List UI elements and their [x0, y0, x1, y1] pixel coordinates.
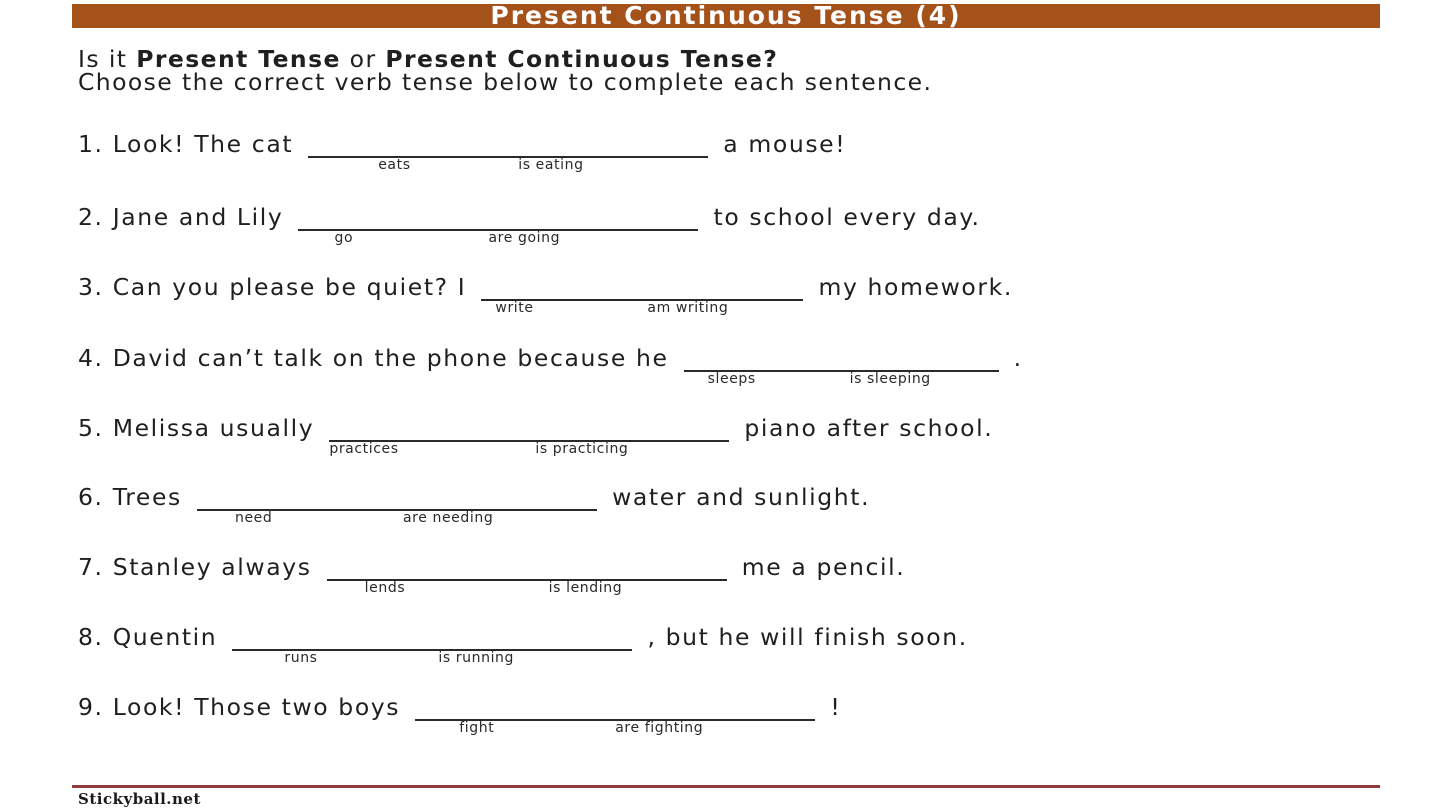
option-continuous[interactable]: am writing [647, 300, 729, 316]
instructions [78, 45, 1318, 96]
question-1 [78, 130, 847, 173]
option-continuous[interactable]: is running [438, 650, 515, 666]
instructions-tense-a: Present Tense [136, 45, 341, 73]
option-continuous[interactable]: are going [488, 230, 561, 246]
question-4 [78, 344, 1023, 387]
question-text-after: a mouse! [723, 130, 847, 158]
question-text-before: 9. Look! Those two boys [78, 693, 401, 721]
question-text-after: to school every day. [713, 203, 981, 231]
option-continuous[interactable]: are needing [402, 510, 494, 526]
option-simple[interactable]: fight [459, 720, 495, 736]
worksheet-title: Present Continuous Tense (4) [490, 1, 962, 30]
option-continuous[interactable]: is practicing [535, 441, 629, 457]
option-simple[interactable]: sleeps [707, 371, 756, 387]
question-5 [78, 414, 994, 457]
question-text-before: 4. David can’t talk on the phone because he [78, 344, 669, 372]
answer-blank[interactable] [232, 623, 632, 666]
option-simple[interactable]: runs [284, 650, 318, 666]
footer-divider [72, 785, 1380, 788]
option-simple[interactable]: write [495, 300, 534, 316]
question-text-after: me a pencil. [741, 553, 906, 581]
answer-blank[interactable] [197, 483, 597, 526]
answer-blank[interactable] [329, 414, 729, 457]
option-simple[interactable]: go [334, 230, 354, 246]
question-text-after: . [1013, 344, 1023, 372]
question-text-before: 3. Can you please be quiet? I [78, 273, 467, 301]
answer-blank[interactable] [327, 553, 727, 596]
question-9 [78, 693, 842, 736]
instructions-or: or [340, 45, 386, 73]
question-text-before: 7. Stanley always [78, 553, 312, 581]
instructions-line2: Choose the correct verb tense below to complete each sentence. [78, 68, 933, 96]
answer-blank[interactable] [298, 203, 698, 246]
option-simple[interactable]: practices [329, 441, 399, 457]
question-text-before: 8. Quentin [78, 623, 218, 651]
worksheet-title-bar [72, 1, 1380, 30]
question-text-after: water and sunlight. [612, 483, 871, 511]
question-text-before: 6. Trees [78, 483, 182, 511]
question-2 [78, 203, 981, 246]
question-8 [78, 623, 968, 666]
answer-blank[interactable] [481, 273, 803, 316]
question-text-after: my homework. [818, 273, 1013, 301]
question-text-before: 1. Look! The cat [78, 130, 294, 158]
answer-blank[interactable] [308, 130, 708, 173]
footer-site-name: Stickyball.net [78, 790, 201, 808]
option-continuous[interactable]: are fighting [615, 720, 704, 736]
option-simple[interactable]: eats [378, 157, 411, 173]
option-simple[interactable]: lends [364, 580, 406, 596]
question-7 [78, 553, 906, 596]
option-simple[interactable]: need [234, 510, 273, 526]
answer-blank[interactable] [684, 344, 999, 387]
question-text-before: 5. Melissa usually [78, 414, 315, 442]
question-3 [78, 273, 1013, 316]
answer-blank[interactable] [415, 693, 815, 736]
option-continuous[interactable]: is lending [548, 580, 623, 596]
question-6 [78, 483, 871, 526]
question-text-after: , but he will finish soon. [647, 623, 968, 651]
question-text-before: 2. Jane and Lily [78, 203, 284, 231]
instructions-tense-b: Present Continuous Tense? [385, 45, 779, 73]
option-continuous[interactable]: is eating [518, 157, 584, 173]
question-text-after: piano after school. [744, 414, 994, 442]
question-text-after: ! [830, 693, 842, 721]
option-continuous[interactable]: is sleeping [849, 371, 931, 387]
instructions-prefix: Is it [78, 45, 137, 73]
